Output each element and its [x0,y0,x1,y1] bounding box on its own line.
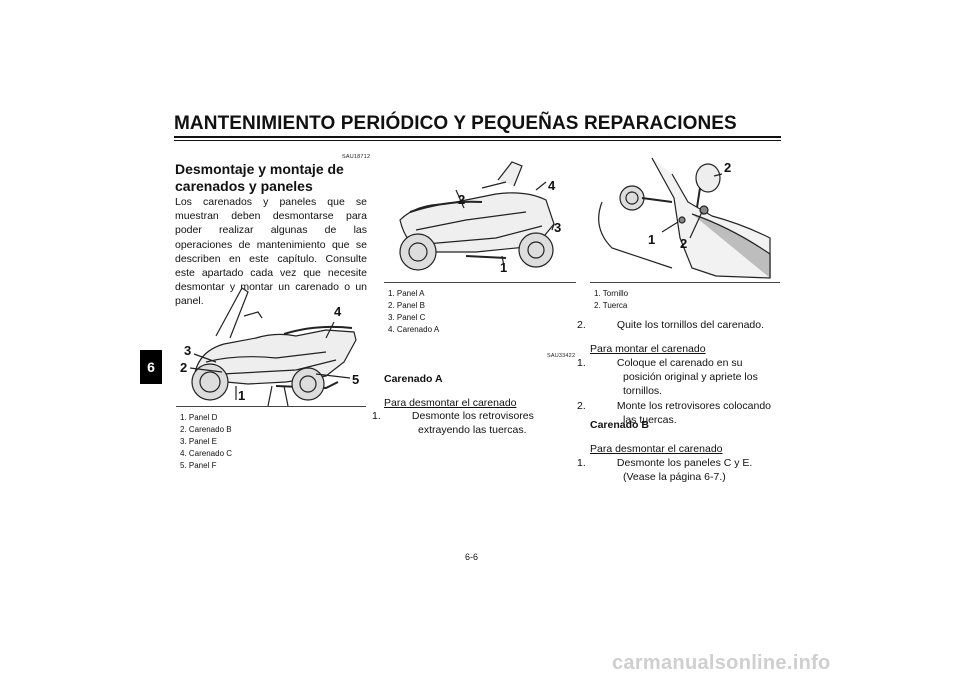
middle-captions [388,288,439,336]
section-code: SAU18712 [342,154,371,160]
intro-paragraph: Los carenados y paneles que se muestran deben desmontarse para poder realizar algunas de las operaciones de mantenimiento que se describen en este capítulo. Consulte este apartado cada vez que necesite desmontar y montar un carenado o un panel. [175,196,367,308]
subheading: Para desmontar el carenado [384,397,517,409]
header-rule-thin [174,140,781,141]
step-text: Desmonte los retrovisores extrayendo las tuercas. [411,410,534,437]
section-title: Carenado A [384,373,443,385]
callout-3: 3 [554,220,562,235]
step-item [372,409,576,437]
step-number: 2. [577,399,586,412]
step-number: 1. [577,357,586,369]
subheading: Para montar el carenado [590,343,706,355]
chapter-tab: 6 [140,350,162,384]
callout-1: 1 [238,388,246,403]
callout-2: 2 [180,360,188,375]
watermark: carmanualsonline.info [612,652,831,674]
callout-1: 1 [500,260,508,275]
mirror-figure-right [592,158,782,280]
caption-item: 1. Panel A [388,289,425,298]
section-heading: Desmontaje y montaje de carenados y paneles [175,161,344,194]
caption-item: 4. Carenado C [180,449,233,458]
right-captions [594,288,628,312]
figure-divider [384,282,576,283]
caption-item: 5. Panel F [180,461,217,470]
callout-4: 4 [334,304,342,319]
callout-2: 2 [458,192,466,207]
callout-4: 4 [548,178,556,193]
figure-divider [176,406,366,407]
step-item [577,318,781,332]
step-number: 1. [577,457,586,469]
caption-item: 3. Panel E [180,437,217,446]
step-list [372,409,576,437]
section-code: SAU33422 [547,353,576,359]
step-text: Quite los tornillos del carenado. [616,319,765,331]
caption-item: 4. Carenado A [388,325,440,334]
page-number: 6-6 [465,552,479,562]
caption-item: 1. Panel D [180,413,218,422]
step-number: 2. [577,319,586,331]
figure-divider [590,282,780,283]
callout-5: 5 [352,372,360,387]
caption-item: 1. Tornillo [594,289,629,298]
step-text: Desmonte los paneles C y E. (Vease la página 6-7.) [616,457,753,484]
callout-3: 3 [184,343,192,358]
step-item [577,456,781,484]
scooter-figure-middle [386,160,576,280]
step-text: Coloque el carenado en su posición original y apriete los tornillos. [616,357,758,398]
step-list [577,356,781,427]
left-captions [180,412,232,472]
header-rule-thick [174,136,781,138]
callout-2: 2 [680,236,688,251]
step-number: 1. [372,410,381,422]
caption-item: 2. Carenado B [180,425,232,434]
page-title: MANTENIMIENTO PERIÓDICO Y PEQUEÑAS REPARACIONES [174,113,737,134]
callout-2: 2 [724,160,732,175]
subheading: Para desmontar el carenado [590,443,723,455]
caption-item: 3. Panel C [388,313,426,322]
scooter-figure-left [176,282,366,412]
section-title: Carenado B [590,419,649,431]
caption-item: 2. Panel B [388,301,425,310]
step-item [577,356,781,399]
step-text: Monte los retrovisores colocando las tuercas. [616,399,771,426]
caption-item: 2. Tuerca [594,301,628,310]
step-list [577,318,781,332]
callout-1: 1 [648,232,656,247]
step-list [577,456,781,484]
